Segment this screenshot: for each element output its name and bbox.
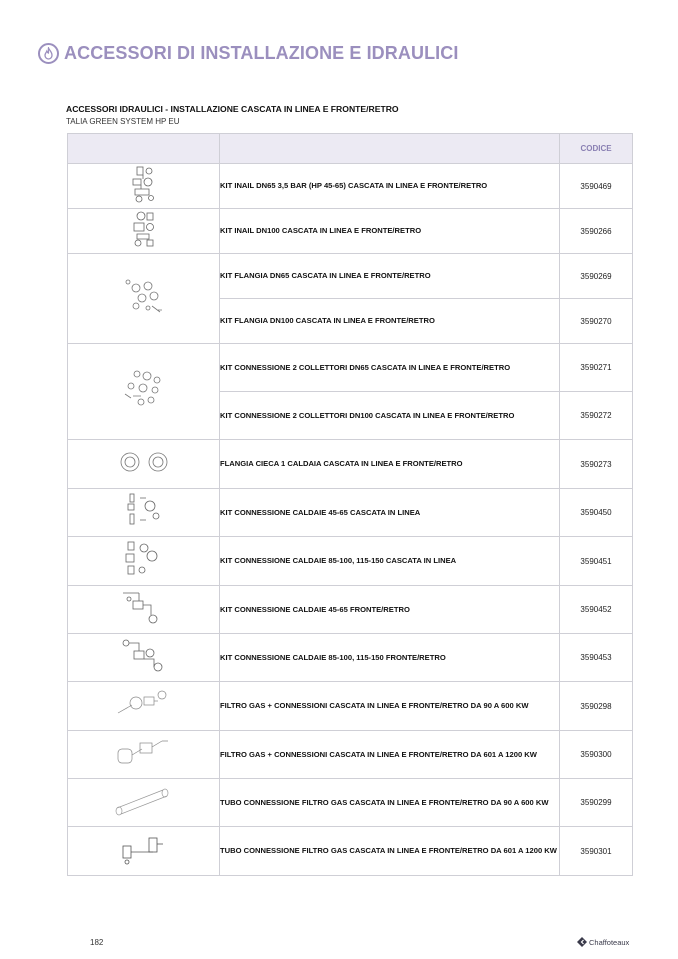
product-code: 3590453 — [560, 634, 633, 682]
product-description: KIT CONNESSIONE 2 COLLETTORI DN100 CASCATA IN LINEA E FRONTE/RETRO — [220, 392, 560, 440]
gas-pipe-drawing — [111, 784, 177, 816]
product-image-cell — [68, 779, 220, 827]
product-code: 3590270 — [560, 299, 633, 344]
header-image — [68, 134, 220, 164]
product-description: KIT CONNESSIONE CALDAIE 85-100, 115-150 FRONTE/RETRO — [220, 634, 560, 682]
header-description — [220, 134, 560, 164]
table-row — [68, 779, 633, 827]
page-title: ACCESSORI DI INSTALLAZIONE E IDRAULICI — [64, 43, 459, 63]
product-description: TUBO CONNESSIONE FILTRO GAS CASCATA IN LINEA E FRONTE/RETRO DA 90 A 600 KW — [220, 779, 560, 827]
boiler-connection-kit-drawing — [122, 540, 166, 578]
boiler-connection-kit-drawing — [118, 635, 170, 675]
gas-filter-drawing — [114, 735, 174, 769]
accessories-table — [67, 133, 633, 876]
product-image-cell — [68, 209, 220, 254]
product-description: KIT CONNESSIONE 2 COLLETTORI DN65 CASCATA IN LINEA E FRONTE/RETRO — [220, 344, 560, 392]
section-title: ACCESSORI IDRAULICI - INSTALLAZIONE CASCATA IN LINEA E FRONTE/RETRO — [66, 104, 399, 114]
inail-kit-drawing — [129, 165, 159, 203]
page-number: 182 — [90, 938, 104, 947]
product-image-cell — [68, 682, 220, 731]
gas-pipe-drawing — [119, 832, 169, 866]
product-code: 3590450 — [560, 489, 633, 537]
blind-flange-drawing — [116, 449, 172, 475]
product-description: KIT INAIL DN100 CASCATA IN LINEA E FRONTE/RETRO — [220, 209, 560, 254]
inail-kit-drawing — [129, 210, 159, 248]
page-header — [38, 43, 458, 64]
product-code: 3590272 — [560, 392, 633, 440]
product-image-cell — [68, 731, 220, 779]
product-description: KIT FLANGIA DN100 CASCATA IN LINEA E FRONTE/RETRO — [220, 299, 560, 344]
table-row — [68, 164, 633, 209]
table-row — [68, 440, 633, 489]
table-row — [68, 489, 633, 537]
product-image-cell — [68, 164, 220, 209]
product-description: KIT INAIL DN65 3,5 BAR (HP 45-65) CASCATA IN LINEA E FRONTE/RETRO — [220, 164, 560, 209]
boiler-connection-kit-drawing — [122, 492, 166, 528]
boiler-connection-kit-drawing — [119, 587, 169, 627]
product-image-cell — [68, 537, 220, 586]
product-image-cell — [68, 586, 220, 634]
collector-connection-kit-drawing — [121, 368, 167, 410]
flame-icon — [38, 43, 59, 64]
product-description: FLANGIA CIECA 1 CALDAIA CASCATA IN LINEA E FRONTE/RETRO — [220, 440, 560, 489]
product-code: 3590271 — [560, 344, 633, 392]
product-description: KIT CONNESSIONE CALDAIE 85-100, 115-150 CASCATA IN LINEA — [220, 537, 560, 586]
product-description: KIT CONNESSIONE CALDAIE 45-65 CASCATA IN LINEA — [220, 489, 560, 537]
brand-logo — [577, 937, 629, 947]
product-image-cell — [68, 254, 220, 344]
product-code: 3590266 — [560, 209, 633, 254]
section-subtitle: TALIA GREEN SYSTEM HP EU — [66, 117, 180, 126]
product-code: 3590299 — [560, 779, 633, 827]
table-row — [68, 731, 633, 779]
table-header-row — [68, 134, 633, 164]
product-code: 3590298 — [560, 682, 633, 731]
product-image-cell — [68, 489, 220, 537]
table-row — [68, 209, 633, 254]
product-code: 3590269 — [560, 254, 633, 299]
table-row — [68, 634, 633, 682]
product-image-cell — [68, 634, 220, 682]
product-description: TUBO CONNESSIONE FILTRO GAS CASCATA IN LINEA E FRONTE/RETRO DA 601 A 1200 KW — [220, 827, 560, 876]
product-code: 3590300 — [560, 731, 633, 779]
product-image-cell — [68, 344, 220, 440]
header-code: CODICE — [560, 134, 633, 164]
chaffoteaux-logo-icon — [577, 937, 587, 947]
product-image-cell — [68, 827, 220, 876]
table-row — [68, 537, 633, 586]
table-row — [68, 254, 633, 299]
product-code: 3590452 — [560, 586, 633, 634]
product-code: 3590301 — [560, 827, 633, 876]
product-code: 3590273 — [560, 440, 633, 489]
product-image-cell — [68, 440, 220, 489]
table-row — [68, 344, 633, 392]
product-code: 3590469 — [560, 164, 633, 209]
gas-filter-drawing — [114, 689, 174, 719]
product-code: 3590451 — [560, 537, 633, 586]
table-row — [68, 586, 633, 634]
flange-kit-drawing — [122, 276, 166, 316]
brand-name: Chaffoteaux — [589, 937, 630, 947]
table-row — [68, 682, 633, 731]
product-description: FILTRO GAS + CONNESSIONI CASCATA IN LINEA E FRONTE/RETRO DA 90 A 600 KW — [220, 682, 560, 731]
product-description: KIT FLANGIA DN65 CASCATA IN LINEA E FRONTE/RETRO — [220, 254, 560, 299]
product-description: KIT CONNESSIONE CALDAIE 45-65 FRONTE/RETRO — [220, 586, 560, 634]
table-row — [68, 827, 633, 876]
product-description: FILTRO GAS + CONNESSIONI CASCATA IN LINEA E FRONTE/RETRO DA 601 A 1200 KW — [220, 731, 560, 779]
